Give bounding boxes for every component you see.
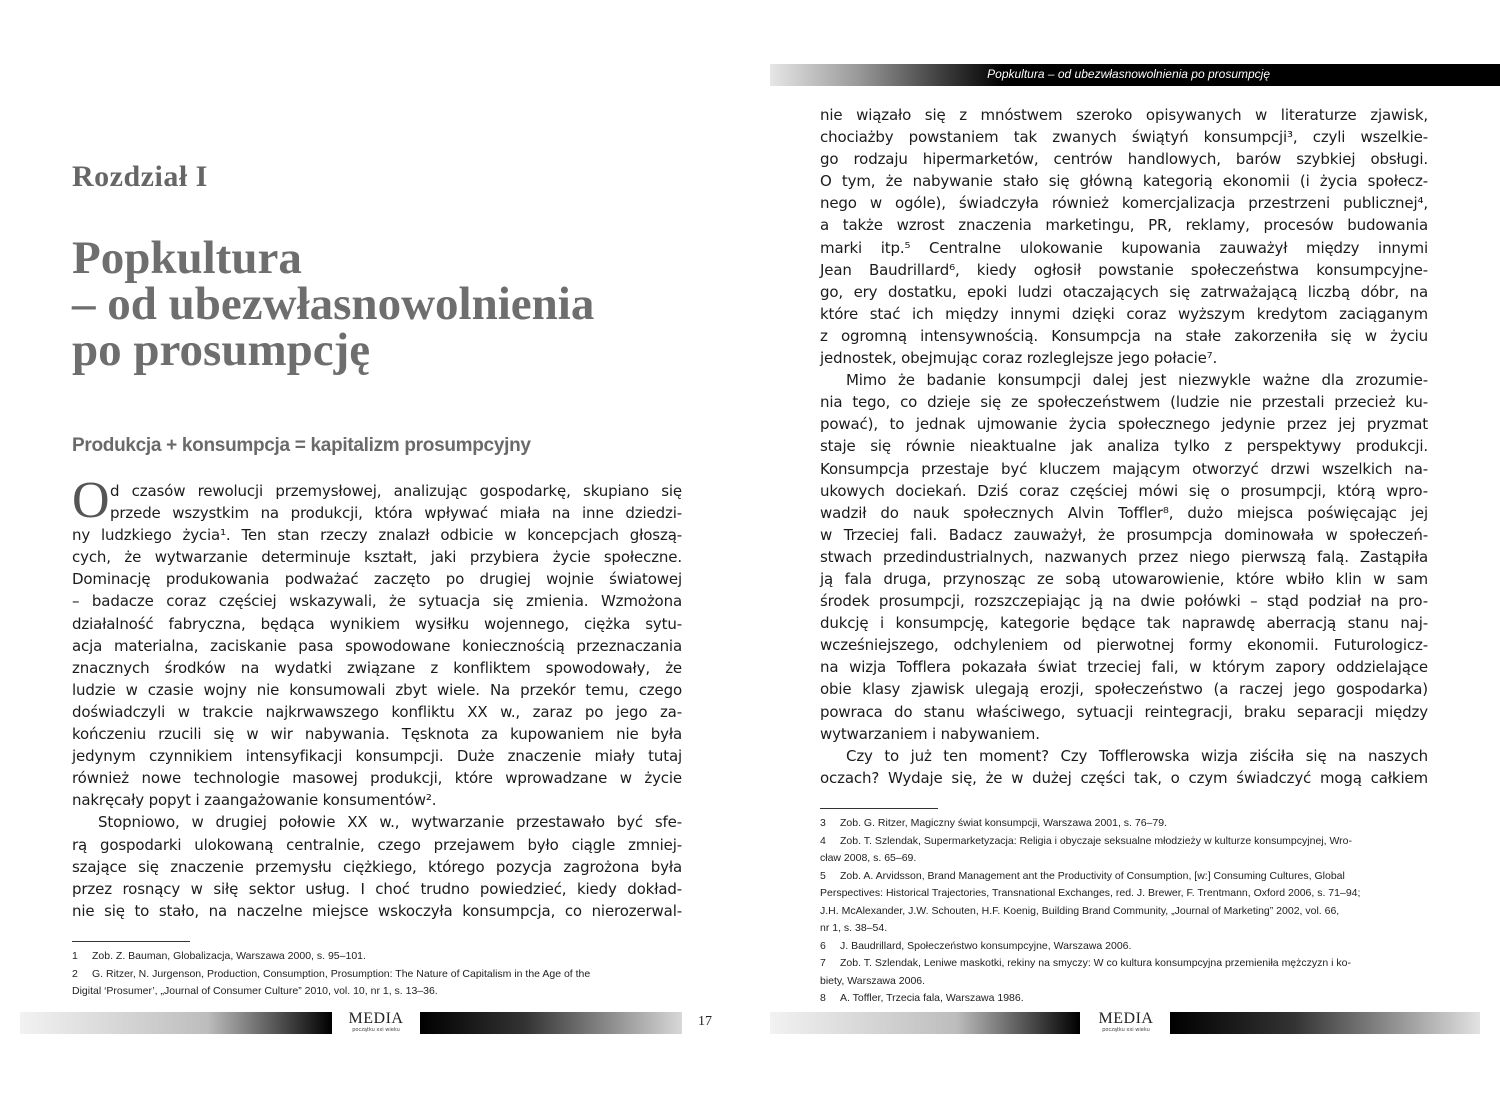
footnote-number: 5 [820, 869, 826, 882]
footnote-text: Zob. A. Arvidsson, Brand Management ant the Productivity of Consumption, [w:] Consuming Cultures, Global [840, 869, 1345, 882]
text-line: Czy to już ten moment? Czy Tofflerowska wizja ziściła się na naszych [846, 746, 1428, 765]
footnote [820, 920, 1430, 938]
text-line: doświadczyli w trakcie najkrwawszego konfliktu XX w., zaraz po jego za- [72, 702, 682, 721]
footnote [72, 983, 682, 1001]
text-line: dukcję i konsumpcję, kategorie będące tak naprawdę aberracją stanu naj- [820, 614, 1428, 633]
text-line: powraca do stanu właściwego, sytuacji reintegracji, braku separacji między [820, 702, 1428, 721]
text-line: – badacze coraz częściej wskazywali, że sytuacja się zmienia. Wzmożona [72, 592, 682, 611]
text-line: ukowych dociekań. Dziś coraz częściej mówi się o prosumpcji, którą wpro- [820, 481, 1428, 500]
text-line: wcześniejszego, odchyleniem od pierwotnej formy ekonomii. Futurologicz- [820, 636, 1428, 655]
footnote-text: cław 2008, s. 65–69. [820, 852, 917, 864]
text-line: go rodzaju hipermarketów, centrów handlowych, barów szybkiej obsługi. [820, 150, 1428, 169]
drop-cap: O [72, 472, 110, 529]
running-header-text: Popkultura – od ubezwłasnowolnienia po prosumpcję [987, 67, 1270, 81]
footnote [820, 850, 1430, 868]
text-line: ją fala druga, przynosząc ze sobą utowarowienie, które wbiło klin w sam [820, 569, 1428, 588]
logo-tagline: początku xxi wieku [352, 1027, 400, 1033]
text-line: ny ludzkiego życia¹. Ten stan rzeczy znalazł odbicie w koncepcjach głoszą- [72, 526, 682, 545]
text-line: Stopniowo, w drugiej połowie XX w., wytwarzanie przestawało być sfe- [98, 813, 682, 832]
text-line: Dominację produkowania podważać zaczęto po drugiej wojnie światowej [72, 570, 682, 589]
chapter-title-line: po prosumpcję [72, 324, 371, 376]
text-line: nego w ogóle), świadczyła również komercjalizacja przestrzeni publicznej⁴, [820, 194, 1428, 213]
chapter-label: Rozdział I [72, 160, 208, 193]
page-number: 17 [698, 1014, 712, 1029]
text-line: d czasów rewolucji przemysłowej, analizując gospodarkę, skupiano się [110, 482, 682, 500]
text-line: oczach? Wydaje się, że w dużej części tak, o czym świadczyć mogą całkiem [820, 768, 1428, 787]
chapter-title-line: Popkultura [72, 232, 302, 284]
chapter-title [72, 232, 595, 376]
text-line: przez rosnący w siłę sektor usług. I choć trudno powiedzieć, kiedy dokład- [72, 879, 682, 898]
footnote-text: A. Toffler, Trzecia fala, Warszawa 1986. [840, 992, 1024, 1004]
text-line: cych, że wytwarzanie determinuje kształt, jaki przybiera życie społeczne. [72, 548, 682, 567]
text-line: obie klasy zjawisk ulegają erozji, społeczeństwo (a raczej jego gospodarka) [820, 680, 1428, 699]
media-logo [338, 1011, 414, 1034]
footer-gradient-bar [420, 1012, 682, 1034]
left-footnotes [72, 948, 682, 1001]
text-line: z ogromną intensywnością. Konsumpcja na stałe zakorzeniła się w życiu [820, 326, 1428, 345]
footnote [820, 990, 1430, 1008]
footnote-rule [72, 941, 190, 942]
logo-wordmark: MEDIA [1098, 1010, 1154, 1027]
text-line: stwach przedindustrialnych, nazwanych przez niego pierwszą falą. Zastąpiła [820, 547, 1428, 566]
chapter-title-line: – od ubezwłasnowolnienia [72, 278, 595, 330]
footer-gradient-bar [770, 1012, 1080, 1034]
logo-wordmark: MEDIA [348, 1010, 404, 1027]
text-line: ludzie w czasie wojny nie konsumowali zbyt wiele. Na przekór temu, czego [72, 680, 682, 699]
text-line: O tym, że nabywanie stało się główną kategorią ekonomii (i życia społecz- [820, 172, 1428, 191]
footnote-number: 6 [820, 939, 826, 952]
text-line: rą gospodarki ulokowaną centralnie, czego przejawem było ciągle zmniej- [72, 835, 682, 854]
left-body-text [72, 472, 682, 922]
text-line: a także wzrost znaczenia marketingu, PR, reklamy, procesów budowania [820, 216, 1428, 235]
text-line: chociażby powstaniem tak zwanych świątyń konsumpcji³, czyli wszelkie- [820, 128, 1428, 147]
text-line: szające się znaczenie przemysłu ciężkiego, którego pozycja zagrożona była [72, 857, 682, 876]
text-line: jednostek, obejmując coraz rozleglejsze jego połacie⁷. [820, 349, 1218, 368]
text-line: nakręcały popyt i zaangażowanie konsumentów². [72, 791, 437, 810]
footnote-text: J. Baudrillard, Społeczeństwo konsumpcyjne, Warszawa 2006. [840, 939, 1132, 952]
footnote-text: J.H. McAlexander, J.W. Schouten, H.F. Koenig, Building Brand Community, „Journal of Marketing” 2002, vol. 66, [820, 904, 1340, 917]
footnote-number: 1 [72, 950, 78, 962]
footnote-text: Perspectives: Historical Trajectories, Transnational Exchanges, red. J. Brewer, F. Trentmann, Oxford 2006, s. 71–94; [820, 887, 1361, 899]
footnote [820, 973, 1430, 991]
text-line: które stać ich między innymi dzięki coraz wyższym kredytom zaciąganym [820, 304, 1428, 323]
text-line: środek prosumpcji, rozszczepiając ją na dwie połówki – stąd podział na pro- [820, 592, 1428, 611]
media-logo [1088, 1011, 1164, 1034]
running-header [770, 64, 1500, 86]
text-line: znacznych środków na wydatki związane z konfliktem spowodowały, że [72, 658, 682, 677]
text-line: przede wszystkim na produkcji, która wpływać miała na inne dziedzi- [110, 504, 682, 523]
footnote-number: 4 [820, 834, 826, 847]
text-line: nia tego, co dzieje się ze społeczeństwem (ludzie nie przestali przecież ku- [820, 393, 1428, 412]
footnote [820, 938, 1430, 956]
text-line: w Trzeciej fali. Badacz zauważył, że prosumpcja dominowała w społeczeń- [820, 525, 1428, 544]
footer-gradient-bar [20, 1012, 332, 1034]
right-footnotes [820, 815, 1430, 1008]
text-line: nie wiązało się z mnóstwem szeroko opisywanych w literaturze zjawisk, [820, 106, 1428, 124]
text-line: staje się równie nieaktualne jak analiza tylko z perspektywy produkcji. [820, 437, 1428, 456]
footnote-text: Zob. T. Szlendak, Supermarketyzacja: Religia i obyczaje seksualne młodzieży w kulturze konsumpcyjnej, Wro- [840, 834, 1352, 847]
text-line: również nowe technologie masowej produkcji, które wprowadzane w życie [72, 769, 682, 788]
footnote-number: 7 [820, 957, 826, 969]
text-line: kończeniu rzucili się w wir nabywania. Tęsknota za kupowaniem nie była [72, 725, 682, 744]
footnote [820, 868, 1430, 886]
footnote [72, 948, 682, 966]
footnote-rule [820, 808, 938, 809]
footnote [820, 955, 1430, 973]
text-line: Konsumpcja przestaje być kluczem mającym otworzyć drzwi wszelkich na- [820, 459, 1428, 478]
footnote [820, 903, 1430, 921]
text-line: na wizja Tofflera pokazała świat trzeciej fali, w którym zapory oddzielające [820, 658, 1428, 677]
footnote-number: 3 [820, 817, 826, 829]
footnote [72, 966, 682, 984]
text-line: nie się to stało, na naczelne miejsce wskoczyła konsumpcja, co nierozerwal- [72, 901, 682, 920]
footnote-text: Zob. Z. Bauman, Globalizacja, Warszawa 2000, s. 95–101. [92, 950, 366, 962]
right-body-text [820, 104, 1428, 789]
text-line: pować), to jednak ujmowanie życia społecznego jedynie przez jej pryzmat [820, 415, 1428, 434]
text-line: acja materialna, zaciskanie pasa spowodowane koniecznością przeznaczania [72, 636, 682, 655]
footnote-number: 2 [72, 967, 78, 980]
text-line: marki itp.⁵ Centralne ulokowanie kupowania zauważył między innymi [820, 238, 1428, 257]
text-line: Mimo że badanie konsumpcji dalej jest niezwykle ważne dla zrozumie- [846, 371, 1428, 390]
footnote-text: Zob. G. Ritzer, Magiczny świat konsumpcji, Warszawa 2001, s. 76–79. [840, 817, 1167, 829]
logo-tagline: początku xxi wieku [1102, 1027, 1150, 1033]
text-line: wadził do nauk społecznych Alvin Toffler⁸, dużo miejsca poświęcając jej [820, 503, 1428, 522]
footnote [820, 815, 1430, 833]
text-line: jedynym czynnikiem intensyfikacji konsumpcji. Duże znaczenie miały tutaj [72, 747, 682, 766]
footnote-number: 8 [820, 992, 826, 1004]
footnote [820, 833, 1430, 851]
footnote-text: nr 1, s. 38–54. [820, 922, 888, 934]
footer-gradient-bar [1170, 1012, 1480, 1034]
footnote-text: Zob. T. Szlendak, Leniwe maskotki, rekiny na smyczy: W co kultura konsumpcyjna przemieniła mężczyzn i ko- [840, 957, 1351, 969]
text-line: działalność fabryczna, będąca wynikiem wysiłku wojennego, ciężka sytu- [72, 614, 682, 633]
footnote-text: Digital ‘Prosumer’, „Journal of Consumer Culture” 2010, vol. 10, nr 1, s. 13–36. [72, 985, 438, 997]
text-line: Jean Baudrillard⁶, kiedy ogłosił powstanie społeczeństwa konsumpcyjne- [820, 260, 1428, 279]
text-line: wytwarzaniem i nabywaniem. [820, 724, 1040, 743]
footnote [820, 885, 1430, 903]
footnote-text: biety, Warszawa 2006. [820, 974, 926, 987]
section-title: Produkcja + konsumpcja = kapitalizm prosumpcyjny [72, 435, 531, 456]
footnote-text: G. Ritzer, N. Jurgenson, Production, Consumption, Prosumption: The Nature of Capitalism in the Age of the [92, 967, 591, 980]
text-line: go, ery dostatku, epoki ludzi otaczających się zatrważającą liczbą dóbr, na [820, 282, 1428, 301]
